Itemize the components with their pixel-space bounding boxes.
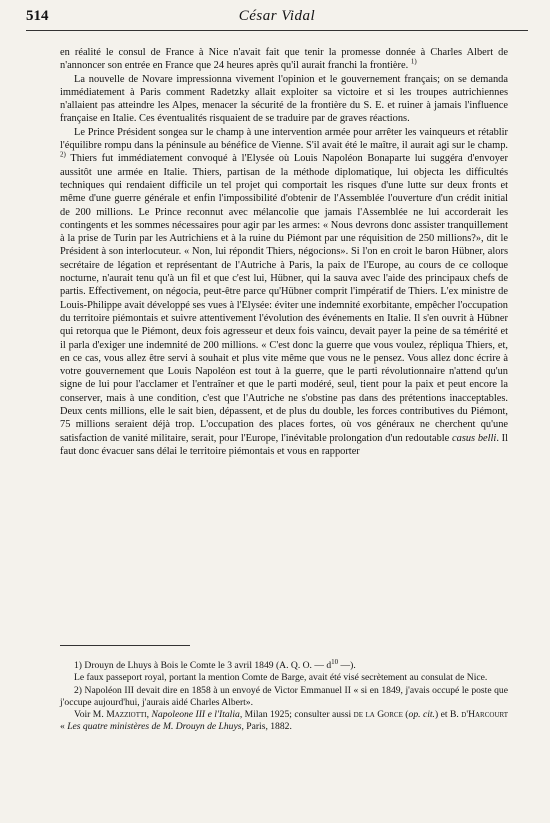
- footnote-3-part-c: , Milan 1925; consulter aussi: [239, 709, 354, 721]
- footnote-1-sup: 10: [331, 657, 339, 666]
- footnote-2: 2) Napoléon III devait dire en 1858 à un envoyé de Victor Emmanuel II « si en 1849, j'avais occupé le poste que j'occupe aujourd'hui, j'aurais aidé Charles Albert».: [60, 684, 508, 708]
- paragraph-3-text-b: Thiers fut immédiatement convoqué à l'Elysée où Louis Napoléon Bonaparte lui suggéra d'envoyer aussitôt une armée en Italie. Thiers, partisan de la méthode diplomatique, lui objecta les difficultés techniques qui rendaient difficile un tel projet qui comportait les risques d'une lutte sur deux fronts et même d'une guerre générale et enfin l'impossibilité d'obtenir de l'Assemblée l'ouverture d'un crédit initial de 200 millions. Le Prince reconnut avec mélancolie que jamais l'Assemblée ne lui accorderait les contingents et les sommes nécessaires pour agir par les armes: « Nous devrons donc assister tranquillement à la prise de Turin par les Autrichiens et à la ruine du Piémont par une réquisition de 250 millions?», dit le Président à son interlocuteur. « Non, lui répondit Thiers, négocions». Si l'on en croit le baron Hübner, alors secrétaire de légation et représentant de l'Autriche à Paris, la paix de l'Europe, au cours de ce colloque nocturne, n'aurait tenu qu'à un fil et que c'est lui, Hübner, qui la sauva avec l'aide des principaux chefs de partis. Effectivement, on négocia, peut-être parce qu'Hübner comprit l'impératif de Thiers. L'ex ministre de Louis-Philippe avait développé ses vues à l'Elysée: éviter une indemnité exorbitante, empêcher l'occupation du territoire piémontais et suivre attentivement l'évolution des événements en Italie. Il s'en ouvrit à Hübner qui retorqua que le Piémont, deux fois agresseur et deux fois vaincu, devait payer la peine de sa témérité et il parla d'exiger une indemnité de 200 millions. « C'est donc la guerre que vous voulez, répliqua Thiers, et, en ce cas, vous allez être servi à souhait et plus vite même que vous ne le pensez. Vous allez donc écrire à votre gouvernement que Louis Napoléon est tout à la guerre, que le parti révolutionnaire n'attend qu'un signe de lui pour l'acclamer et l'entraîner et que le parti modéré, seul, tient pour la paix et peut encore la conserver, mais à une condition, c'est que l'Autriche ne s'obstine pas dans des prétentions inacceptables. Deux cents millions, elle le sait bien, dépassent, et de plus du double, les forces contributives du Piémont, 75 millions seraient déjà trop. L'occupation des places fortes, où vos généraux ne cherchent qu'une satisfaction de vanité militaire, serait, pour l'Europe, l'inévitable prolongation d'un redoutable: [60, 153, 508, 444]
- footnote-3-part-f: «: [60, 721, 68, 733]
- author-mazziotti: Mazziotti: [106, 709, 147, 721]
- paragraph-3-text-c: . Il faut donc évacuer sans délai le territoire piémontais et vous en rapporter: [60, 432, 508, 457]
- page-number: 514: [26, 8, 49, 24]
- footnote-3-part-a: Voir M.: [74, 709, 107, 721]
- footnotes: [60, 657, 509, 734]
- running-title: César Vidal: [238, 8, 316, 24]
- footnote-3-part-d: (: [402, 709, 409, 721]
- op-cit: op. cit.: [408, 709, 435, 721]
- header-rule: [26, 30, 528, 31]
- footnote-3-part-e: ) et B.: [434, 709, 462, 721]
- footnote-1-continued: Le faux passeport royal, portant la mention Comte de Barge, avait été visé secrètement au consulat de Nice.: [74, 672, 488, 684]
- footnote-3-part-g: , Paris, 1882.: [241, 721, 292, 733]
- paragraph-3-text-a: Le Prince Président songea sur le champ à une intervention armée pour arrêter les vainqueurs et rétablir l'équilibre rompu dans la péninsule au bénéfice de Vienne. S'il avait été le maître, il aurait agi sur le champ.: [60, 126, 508, 152]
- paragraph-3: [60, 126, 508, 458]
- paragraph-1: [60, 46, 508, 73]
- footnote-1-text: 1) Drouyn de Lhuys à Bois le Comte le 3 avril 1849 (A. Q. O. — d: [74, 660, 332, 671]
- casus-belli-term: casus belli: [452, 432, 497, 444]
- title-napoleone-iii: Napoleone III e l'Italia: [151, 709, 240, 721]
- author-harcourt: d'Harcourt: [461, 709, 509, 721]
- footnote-1: [60, 657, 508, 672]
- footnote-3: [60, 709, 508, 734]
- footnote-ref-2[interactable]: 2): [60, 150, 66, 159]
- main-text: [60, 46, 508, 458]
- footnote-rule: [60, 645, 190, 646]
- author-de-la-gorce: de la Gorce: [353, 709, 403, 721]
- footnote-3-part-b: ,: [146, 709, 152, 721]
- paragraph-1-text: en réalité le consul de France à Nice n'avait fait que tenir la promesse donnée à Charles Albert de n'annoncer son entrée en France que 24 heures après qu'il aurait franchi la frontière.: [60, 47, 508, 72]
- footnote-ref-1[interactable]: 1): [410, 57, 417, 66]
- page-header: [26, 8, 528, 34]
- paragraph-2: La nouvelle de Novare impressionna vivement l'opinion et le gouvernement français; on se demanda immédiatement à Paris comment Radetzky allait exploiter sa victoire et si les troupes autrichiennes n'allaient pas atteindre les Alpes, menacer la sécurité de la frontière du S. E. et ruiner à jamais l'influence française en Italie. Ces éventualités risquaient de se traduire par de graves réactions.: [60, 73, 508, 125]
- title-quatre-ministeres: Les quatre ministères de M. Drouyn de Lhuys: [67, 721, 242, 733]
- footnote-1-end: —).: [338, 660, 356, 671]
